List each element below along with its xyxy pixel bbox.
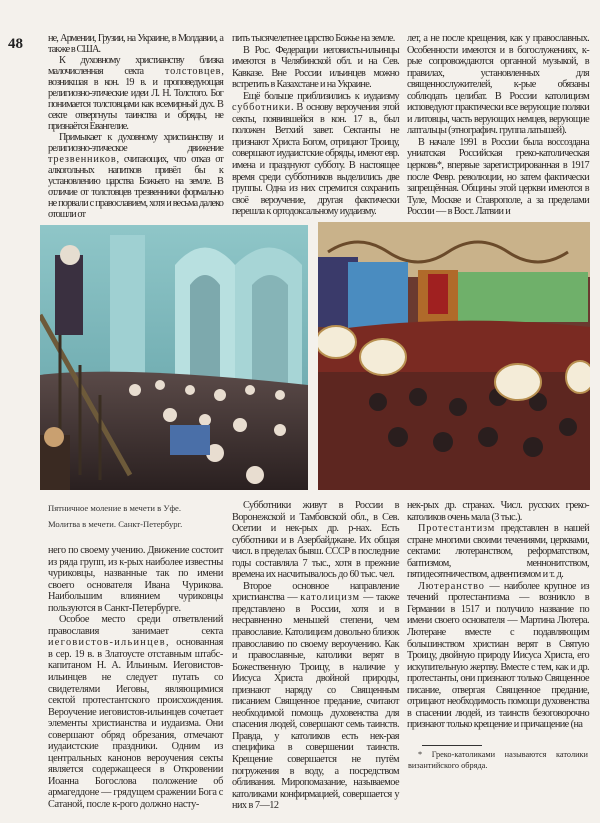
paragraph bbox=[407, 137, 589, 218]
spaced-term: Протестантизм bbox=[418, 523, 496, 535]
paragraph bbox=[232, 33, 399, 45]
paragraph-text: . В основу вероучения этой секты, появившейся в кон. 17 в., был положен Ветхий завет. Сектанты не признают Христа Богом, отрицают Троицу, совершают иудаистские обряды, имеют евр. имена и празднуют субботу. В настоящее время среди субботников выделились две группы. Одна из них стремится сохранить своё вероучение, другая фактически перешла к ортодоксальному иудаизму. bbox=[232, 102, 399, 218]
spaced-term: иеговистов-ильинцев bbox=[48, 637, 166, 649]
paragraph bbox=[407, 581, 589, 731]
paragraph-text: Особое место среди ответвлений православия занимает секта bbox=[48, 614, 223, 637]
photo-caption-ufa: Пятничное моление в мечети в Уфе. bbox=[48, 503, 181, 513]
photo-caption-st-petersburg: Молитва в мечети. Санкт-Петербург. bbox=[48, 519, 183, 529]
paragraph bbox=[407, 523, 589, 581]
paragraph bbox=[232, 45, 399, 91]
photo-ufa-mosque-prayer bbox=[40, 225, 308, 490]
paragraph-text: Второе основное направление христианства — bbox=[232, 580, 399, 604]
top-column-1 bbox=[48, 33, 223, 220]
paragraph-text: пить тысячелетнее царство Божье на земле. bbox=[232, 33, 395, 44]
paragraph bbox=[232, 91, 399, 218]
paragraph-text: В начале 1991 в России была воссоздана униатская Российская греко-католическая церковь*, впервые зарегистрированная в 1917 после Февр. революции, но затем фактически запрещённая. Общины этой церкви имеются в Туле, Москве и Ставрополе, а за пределами России — в Вост. Латвии и bbox=[407, 136, 589, 218]
photo-st-petersburg-mosque-prayer bbox=[318, 222, 590, 490]
paragraph-text: , считающих, что отказ от алкогольных напитков привёл бы к установлению царства Божьего на земле. В отличие от толстовцев трезвенники формально не порвали с православием, хотя и весьма далеко отошли от bbox=[48, 154, 223, 220]
spaced-term: Лютеранство bbox=[418, 580, 485, 592]
footnote-divider bbox=[422, 745, 482, 746]
top-column-3 bbox=[407, 33, 589, 218]
paragraph-text: Субботники живут в России в Воронежской и Тамбовской обл., в Сев. Осетии и нек-рых др. р-нах. Есть субботники и в Азербайджане. Их общая числ. в пределах бывш. СССР в последние годы составляла 7 тыс., хотя в прежние времена их насчитывалось до 60 тыс. чел. bbox=[232, 500, 399, 581]
paragraph-text: В Рос. Федерации иеговисты-ильинцы имеются в Челябинской обл. и на Сев. Кавказе. Вне России ильинцев можно встретить в Казахстане и на Украине. bbox=[232, 44, 399, 91]
paragraph bbox=[232, 581, 399, 812]
spaced-term: субботники bbox=[232, 102, 291, 114]
top-column-2 bbox=[232, 33, 399, 218]
bottom-column-1 bbox=[48, 545, 223, 811]
paragraph-text: представлен в нашей стране многими своими течениями, церквами, сектами: лютеранством, реформатством, баптизмом, меннонитством, пятидесятничеством, адвентизмом и т. д. bbox=[407, 523, 589, 581]
paragraph-text: лет, а не после крещения, как у православных. Особенности имеются и в богослужениях, к-рые сопровождаются органной музыкой, в правилах, установленных для священнослужителей, к-рые обязаны соблюдать целибат. В России католицизм исповедуют практически все верующие поляки и литовцы, часть верующих немцев, верующие латгальцы (этнографич. группа латышей). bbox=[407, 33, 589, 137]
paragraph-text: не, Армении, Грузии, на Украине, в Молдавии, а также в США. bbox=[48, 33, 223, 55]
paragraph-text: , основанная в сер. 19 в. в Златоусте отставным штабс-капитаном Н. А. Ильиным. Иеговистов-ильинцев не следует путать со свидетелями Иеговы, являющимися сектой протестантского происхождения. Вероучение иеговистов-ильинцев сочетает элементы христианства и иудаизма. Они совершают обряд обрезания, отмечают иудаистские праздники. Одним из центральных канонов вероучения секты является содержащееся в Откровении Иоанна Богослова положение об армагеддоне — грядущем сражении Бога с Сатаной, после к-рого должно насту- bbox=[48, 637, 223, 811]
paragraph bbox=[48, 614, 223, 810]
spaced-term: толстовцев bbox=[164, 66, 222, 77]
paragraph-text: нек-рых др. странах. Числ. русских греко-католиков очень мала (3 тыс.). bbox=[407, 500, 589, 523]
paragraph bbox=[48, 33, 223, 55]
paragraph-text: — наиболее крупное из течений протестантизма — возникло в Германии в 1517 и получило название по имени своего основателя — Мартина Лютера. Лютеране вместе с подавляющим большинством христиан верят в Святую Троицу, двойную природу Иисуса Христа, его искупительную жертву. Вместе с тем, как и др. протестанты, они признают только Священное писание, отвергая Священное предание, отрицают необходимость помощи духовенства в спасении людей, из таинств безоговорочно признают только крещение и причащение (на bbox=[407, 580, 589, 731]
bottom-column-3 bbox=[407, 500, 589, 731]
paragraph bbox=[48, 55, 223, 132]
footnote: * Греко-католиками называются католики византийского обряда. bbox=[408, 750, 588, 770]
spaced-term: католицизм bbox=[300, 592, 360, 604]
paragraph-text: К духовному христианству близка малочисленная секта bbox=[48, 55, 223, 77]
paragraph bbox=[232, 500, 399, 581]
bottom-column-2 bbox=[232, 500, 399, 812]
paragraph bbox=[48, 545, 223, 614]
spaced-term: трезвенников bbox=[48, 154, 117, 165]
paragraph-text: Ещё больше приблизились к иудаизму bbox=[243, 90, 399, 102]
paragraph-text: Примыкает к духовному христианству и религиозно-этическое движение bbox=[48, 132, 223, 154]
paragraph bbox=[48, 132, 223, 220]
paragraph-text: , возникшая в кон. 19 в. и проповедующая религиозно-этические идеи Л. Н. Толстого. Бог понимается толстовцами как всемирный дух. В секте отвергнуты таинства и обряды, не признаётся Евангелие. bbox=[48, 66, 223, 132]
paragraph-text: — также представлено в России, хотя и в несравненно меньшей степени, чем православие. Католицизм довольно близок православию по своему вероучению. Как и православные, католики верят в Божественную Троицу, в наличие у Иисуса Христа двойной природы, признают наряду со Священным писанием Священное предание, считают необходимой помощь духовенства для спасения людей, совершают семь таинств. Правда, у католиков есть нек-рая специфика в совершении таинств. Крещение совершается не путём погружения в воду, а посредством обливания. Миропомазание, называемое католиками конфирмацией, совершается у них в 7—12 bbox=[232, 592, 399, 812]
page-number: 48 bbox=[8, 36, 23, 52]
paragraph bbox=[407, 33, 589, 137]
paragraph bbox=[407, 500, 589, 523]
paragraph-text: него по своему учению. Движение состоит из ряда групп, из к-рых наиболее известны чуриковцы, названные так по имени своего основателя Ивана Чурикова. Наибольшим влиянием чуриковцы пользуются в Санкт-Петербурге. bbox=[48, 545, 223, 614]
